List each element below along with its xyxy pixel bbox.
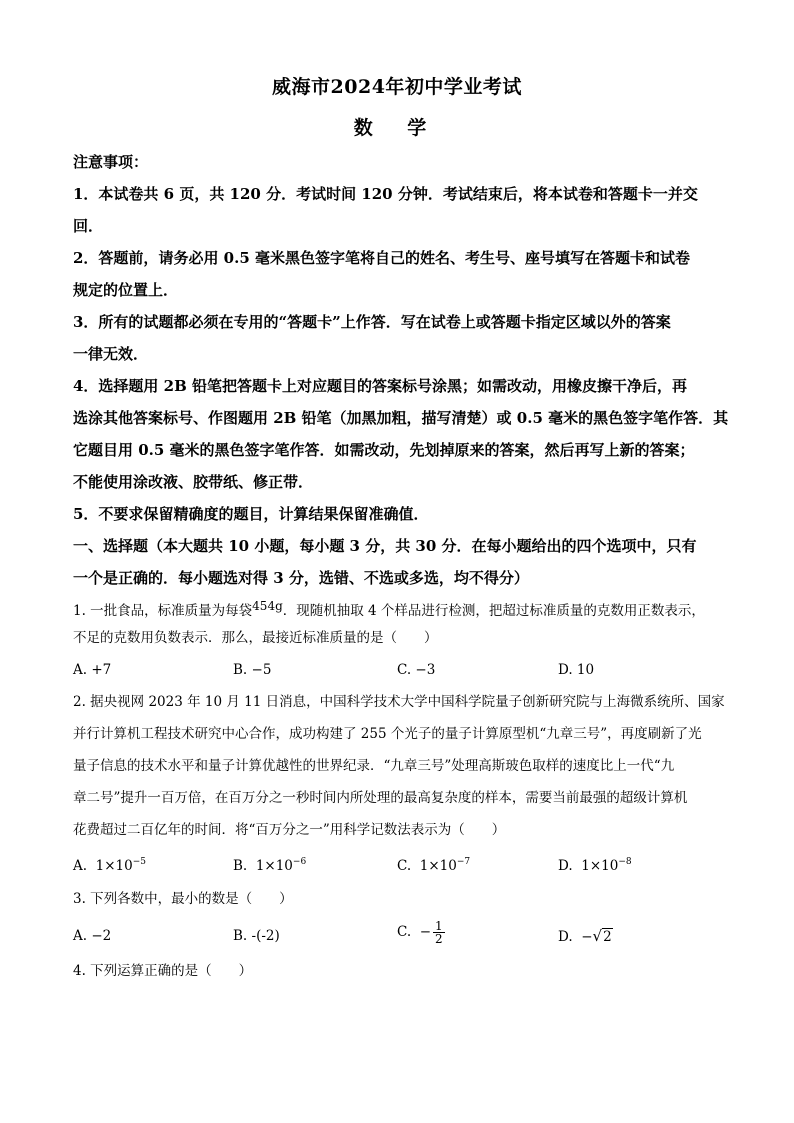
notice-line: 5．不要求保留精确度的题目，计算结果保留准确值．: [73, 505, 429, 523]
question-1-stem: 不足的克数用负数表示．那么，最接近标准质量的是（ ）: [73, 630, 438, 646]
question-3-option-c: C. − $\frac{1}{2}$: [397, 919, 443, 946]
fraction: $\frac{1}{2}$: [435, 919, 443, 946]
question-3-option-d: D. −√2: [558, 927, 612, 945]
question-3-stem: 3. 下列各数中，最小的数是（ ）: [73, 891, 293, 907]
question-3-option-b: B. -(-2): [233, 928, 280, 944]
notice-line: 选涂其他答案标号、作图题用 2B 铅笔（加黑加粗，描写清楚）或 0.5 毫米的黑色签字笔作答．其: [73, 409, 729, 427]
standard-mass: 454g: [252, 599, 283, 613]
notice-line: 不能使用涂改液、胶带纸、修正带．: [73, 473, 314, 491]
notice-line: 一律无效．: [73, 345, 149, 363]
question-1-stem: [73, 597, 733, 620]
notice-line: 3．所有的试题都必须在专用的“答题卡”上作答．写在试卷上或答题卡指定区域以外的答案: [73, 313, 671, 331]
question-3-option-a: A. −2: [73, 928, 112, 944]
question-1-text: ．现随机抽取 4 个样品进行检测，把超过标准质量的克数用正数表示，: [282, 603, 705, 619]
question-2-stem: 2. 据央视网 2023 年 10 月 11 日消息，中国科学技术大学中国科学院量子创新研究院与上海微系统所、国家: [73, 694, 725, 710]
question-2-stem: 并行计算机工程技术研究中心合作，成功构建了 255 个光子的量子计算原型机“九章三号”，再度刷新了光: [73, 726, 702, 742]
notice-line: 2．答题前，请务必用 0.5 毫米黑色签字笔将自己的姓名、考生号、座号填写在答题卡和试卷: [73, 249, 690, 267]
notice-line: 1．本试卷共 6 页，共 120 分．考试时间 120 分钟．考试结束后，将本试卷和答题卡一并交: [73, 185, 698, 203]
question-1-option-c: C. −3: [397, 662, 436, 678]
question-2-option-a: A. $1\times 10^{-5}$: [73, 857, 147, 874]
section-heading: 一、选择题（本大题共 10 小题，每小题 3 分，共 30 分．在每小题给出的四个选项中，只有: [73, 537, 697, 555]
notice-heading: 注意事项：: [73, 153, 149, 171]
question-1-text: 1. 一批食品，标准质量为每袋: [73, 603, 253, 619]
question-2-option-d: D. $1\times 10^{-8}$: [558, 857, 632, 874]
question-1-option-b: B. −5: [233, 662, 272, 678]
notice-line: 回．: [73, 217, 104, 235]
question-2-option-b: B. $1\times 10^{-6}$: [233, 857, 307, 874]
exam-title: 威海市2024年初中学业考试: [272, 76, 522, 98]
question-1-option-d: D. 10: [558, 662, 595, 678]
question-2-option-c: C. $1\times 10^{-7}$: [397, 857, 471, 874]
sqrt-icon: √: [592, 927, 603, 945]
question-2-stem: 花费超过二百亿年的时间．将“百万分之一”用科学记数法表示为（ ）: [73, 822, 506, 838]
question-2-stem: 量子信息的技术水平和量子计算优越性的世界纪录．“九章三号”处理高斯玻色取样的速度比上一代“九: [73, 758, 675, 774]
question-4-stem: 4. 下列运算正确的是（ ）: [73, 963, 253, 979]
section-heading: 一个是正确的．每小题选对得 3 分，选错、不选或多选，均不得分）: [73, 569, 529, 587]
question-1-option-a: A. +7: [73, 662, 112, 678]
question-2-stem: 章二号”提升一百万倍，在百万分之一秒时间内所处理的最高复杂度的样本，需要当前最强的超级计算机: [73, 790, 688, 806]
notice-line: 4．选择题用 2B 铅笔把答题卡上对应题目的答案标号涂黑；如需改动，用橡皮擦干净后，再: [73, 377, 688, 395]
notice-line: 它题目用 0.5 毫米的黑色签字笔作答．如需改动，先划掉原来的答案，然后再写上新的答案；: [73, 441, 695, 459]
notice-line: 规定的位置上．: [73, 281, 179, 299]
subject-title: 数 学: [353, 117, 441, 139]
